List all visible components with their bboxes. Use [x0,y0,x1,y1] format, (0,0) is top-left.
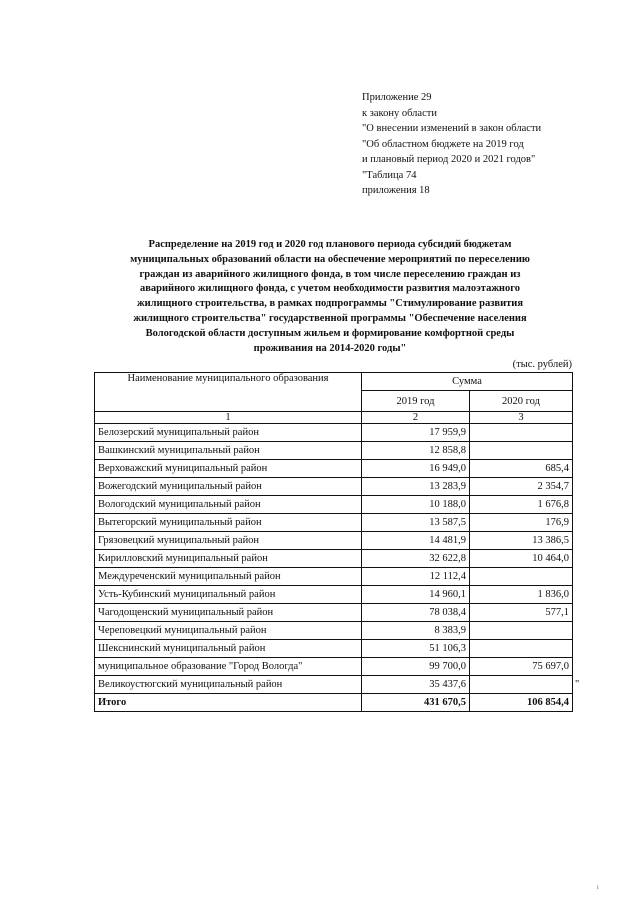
appendix-line: приложения 18 [362,185,430,196]
amount-2019: 12 858,8 [362,442,470,460]
table-row [95,568,573,586]
table-row [95,478,573,496]
column-number: 3 [470,412,573,424]
amount-2020: 13 386,5 [470,532,573,550]
amount-2020 [470,568,573,586]
table-row [95,640,573,658]
total-row [95,694,573,712]
appendix-line: "О внесении изменений в закон области [362,123,542,134]
amount-2019: 35 437,6 [362,676,470,694]
amount-2020: 176,9 [470,514,573,532]
total-label: Итого [95,694,362,712]
table-row [95,532,573,550]
municipality-name: Вожегодский муниципальный район [95,478,362,496]
appendix-line: "Таблица 74 [362,169,417,181]
amount-2019: 12 112,4 [362,568,470,586]
municipality-name: Вологодский муниципальный район [95,496,362,514]
title-line: жилищного строительства, в рамках подпрограммы "Стимулирование развития [136,298,524,310]
units-label: (тыс. рублей) [512,359,572,370]
municipality-name: муниципальное образование "Город Вологда" [95,658,362,676]
amount-2019: 16 949,0 [362,460,470,478]
title-line: жилищного строительства" государственной программы "Обеспечение населения [133,312,527,324]
table-row [95,676,573,694]
amount-2020: 10 464,0 [470,550,573,568]
amount-2019: 99 700,0 [362,658,470,676]
appendix-line: "Об областном бюджете на 2019 год [362,138,524,150]
table-row [95,514,573,532]
document-title [110,238,550,356]
amount-2019: 78 038,4 [362,604,470,622]
table-row [95,550,573,568]
appendix-header [362,90,612,199]
header-sum: Сумма [362,373,573,391]
appendix-line: к закону области [362,107,437,119]
municipality-name: Белозерский муниципальный район [95,424,362,442]
amount-2019: 32 622,8 [362,550,470,568]
table-row [95,496,573,514]
title-line: муниципальных образований области на обеспечение мероприятий по переселению [130,253,530,265]
amount-2019: 14 960,1 [362,586,470,604]
amount-2020: 75 697,0 [470,658,573,676]
amount-2019: 13 283,9 [362,478,470,496]
amount-2019: 10 188,0 [362,496,470,514]
table-row [95,586,573,604]
municipality-name: Усть-Кубинский муниципальный район [95,586,362,604]
amount-2019: 13 587,5 [362,514,470,532]
amount-2020 [470,622,573,640]
table-row [95,604,573,622]
title-line: граждан из аварийного жилищного фонда, в том числе переселению граждан из [139,268,521,280]
amount-2020: 2 354,7 [470,478,573,496]
column-number: 2 [362,412,470,424]
municipality-name: Междуреченский муниципальный район [95,568,362,586]
table-row [95,622,573,640]
total-2019: 431 670,5 [362,694,470,712]
amount-2020 [470,442,573,460]
total-2020: 106 854,4 [470,694,573,712]
table-row [95,442,573,460]
corner-mark: і [597,885,599,891]
municipality-name: Чагодощенский муниципальный район [95,604,362,622]
amount-2019: 8 383,9 [362,622,470,640]
table-row [95,460,573,478]
municipality-name: Череповецкий муниципальный район [95,622,362,640]
header-2019: 2019 год [362,391,470,412]
municipality-name: Вашкинский муниципальный район [95,442,362,460]
municipality-name: Кирилловский муниципальный район [95,550,362,568]
amount-2019: 51 106,3 [362,640,470,658]
appendix-line: Приложение 29 [362,92,432,103]
subsidy-table [94,372,573,712]
municipality-name: Шекснинский муниципальный район [95,640,362,658]
municipality-name: Верховажский муниципальный район [95,460,362,478]
title-line: Вологодской области доступным жильем и формирование комфортной среды [145,327,515,339]
column-number: 1 [95,412,362,424]
amount-2019: 14 481,9 [362,532,470,550]
amount-2020: 1 836,0 [470,586,573,604]
title-line: аварийного жилищного фонда, с учетом необходимости развития малоэтажного [140,283,520,295]
title-line: Распределение на 2019 год и 2020 год планового периода субсидий бюджетам [148,239,512,250]
municipality-name: Великоустюгский муниципальный район [95,676,362,694]
amount-2020 [470,676,573,694]
amount-2020: 577,1 [470,604,573,622]
amount-2020 [470,640,573,658]
table-row [95,658,573,676]
municipality-name: Грязовецкий муниципальный район [95,532,362,550]
closing-quote: " [575,679,580,690]
amount-2020: 685,4 [470,460,573,478]
amount-2020: 1 676,8 [470,496,573,514]
header-name: Наименование муниципального образования [95,373,362,412]
header-2020: 2020 год [470,391,573,412]
table-row [95,424,573,442]
amount-2019: 17 959,9 [362,424,470,442]
appendix-line: и плановый период 2020 и 2021 годов" [362,154,536,165]
title-line: проживания на 2014-2020 годы" [253,342,407,354]
municipality-name: Вытегорский муниципальный район [95,514,362,532]
amount-2020 [470,424,573,442]
